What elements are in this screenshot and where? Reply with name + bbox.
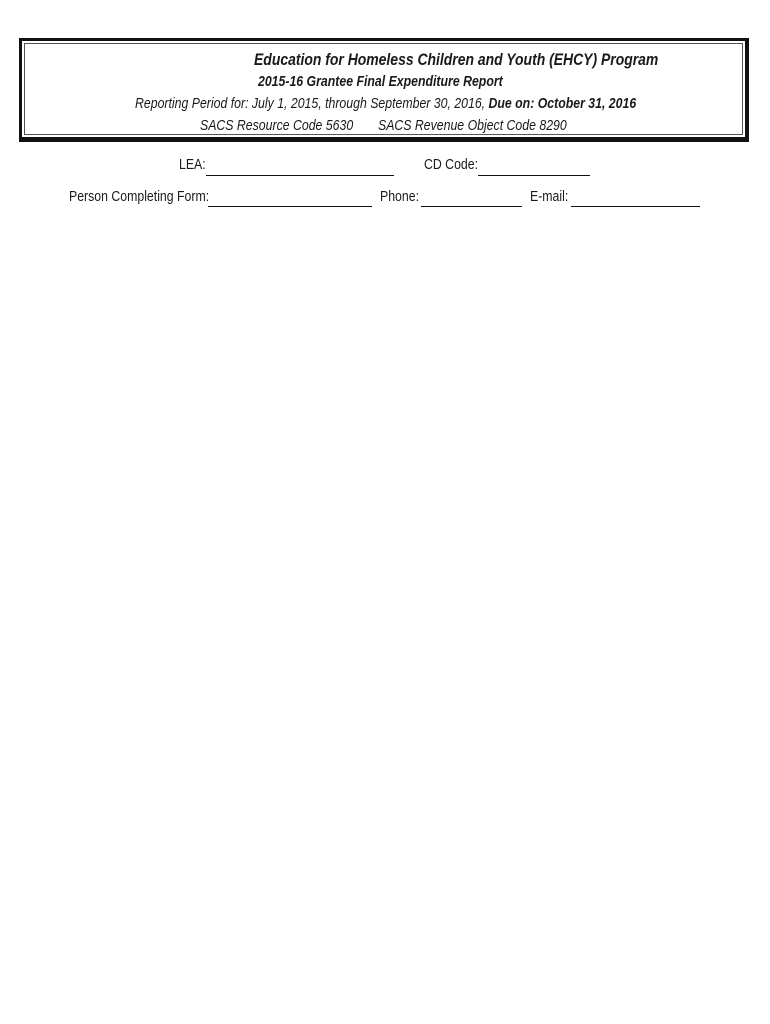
- cd-code-label: CD Code:: [424, 156, 479, 173]
- sacs-resource-code: SACS Resource Code 5630: [200, 117, 354, 134]
- lea-field[interactable]: [206, 175, 394, 176]
- phone-field[interactable]: [421, 206, 522, 207]
- cd-code-field[interactable]: [478, 175, 590, 176]
- email-label: E-mail:: [530, 188, 569, 205]
- report-subtitle: 2015-16 Grantee Final Expenditure Report: [258, 73, 503, 90]
- person-completing-form-label: Person Completing Form:: [69, 188, 210, 205]
- reporting-period: [135, 95, 636, 112]
- program-title: Education for Homeless Children and Youth (EHCY) Program: [254, 50, 659, 69]
- sacs-revenue-object-code: SACS Revenue Object Code 8290: [378, 117, 567, 134]
- due-date: Due on: October 31, 2016: [488, 95, 637, 112]
- phone-label: Phone:: [380, 188, 419, 205]
- email-field[interactable]: [571, 206, 700, 207]
- person-completing-form-field[interactable]: [208, 206, 372, 207]
- lea-label: LEA:: [179, 156, 206, 173]
- report-header-box: [19, 38, 749, 142]
- reporting-period-text: Reporting Period for: July 1, 2015, through September 30, 2016,: [135, 95, 486, 112]
